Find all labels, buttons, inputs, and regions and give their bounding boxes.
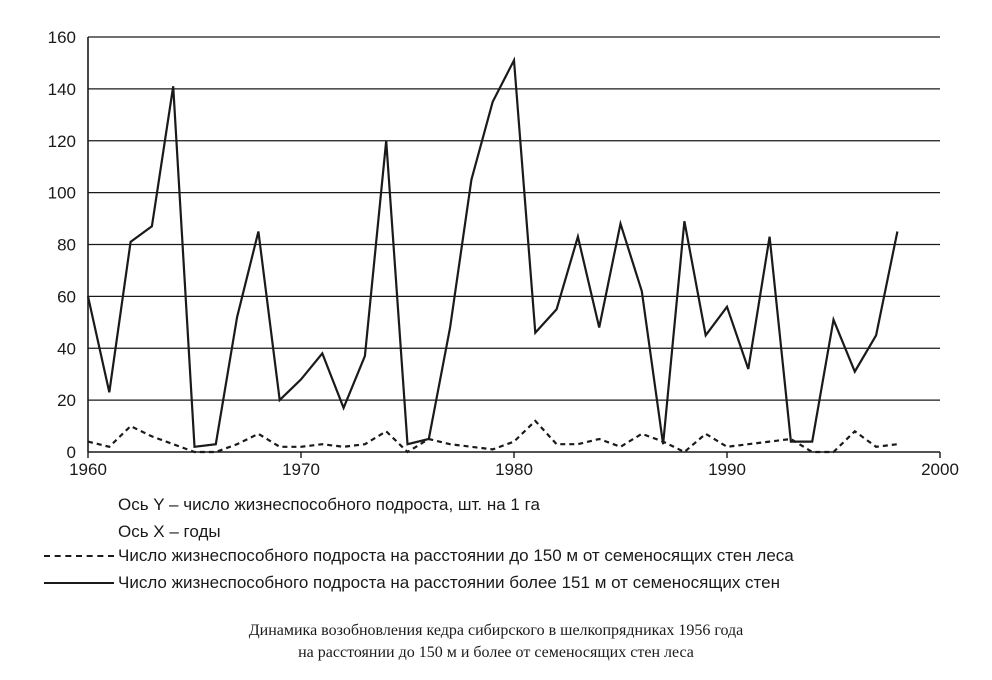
figure-caption-line-2: на расстоянии до 150 м и более от семеносящих стен леса (298, 644, 694, 661)
legend-label-solid: Число жизнеспособного подроста на расстоянии более 151 м от семеносящих стен (118, 573, 780, 592)
axes (88, 37, 940, 458)
series-lines (88, 60, 897, 452)
y-tick-label: 60 (57, 287, 76, 307)
legend-label-dashed: Число жизнеспособного подроста на расстоянии до 150 м от семеносящих стен леса (118, 546, 794, 565)
y-tick-labels (48, 28, 76, 462)
solid-line-swatch (44, 582, 114, 584)
y-axis-note: Ось Y – число жизнеспособного подроста, шт. на 1 га (118, 495, 540, 514)
y-tick-label: 160 (47, 28, 76, 47)
x-tick-label: 1960 (69, 460, 107, 479)
x-tick-label: 1980 (495, 460, 533, 479)
series-line-solid (88, 60, 897, 447)
y-tick-label: 100 (47, 183, 76, 203)
x-axis-note: Ось X – годы (118, 522, 221, 541)
y-tick-label: 80 (57, 235, 76, 255)
series-line-dashed (88, 421, 897, 452)
y-tick-label: 140 (47, 79, 76, 99)
x-tick-labels (69, 460, 959, 479)
y-tick-label: 40 (57, 339, 76, 359)
grid-lines (88, 37, 940, 400)
figure-caption-line-1: Динамика возобновления кедра сибирского в шелкопрядниках 1956 года (248, 622, 744, 639)
x-tick-label: 1990 (708, 460, 746, 479)
y-tick-label: 20 (57, 391, 76, 411)
x-tick-label: 2000 (921, 460, 959, 479)
x-tick-label: 1970 (282, 460, 320, 479)
y-tick-label: 0 (66, 443, 76, 462)
legend-item-dashed (44, 546, 794, 566)
dashed-line-swatch (44, 555, 114, 557)
legend-item-solid (44, 573, 780, 593)
y-tick-label: 120 (47, 131, 76, 151)
